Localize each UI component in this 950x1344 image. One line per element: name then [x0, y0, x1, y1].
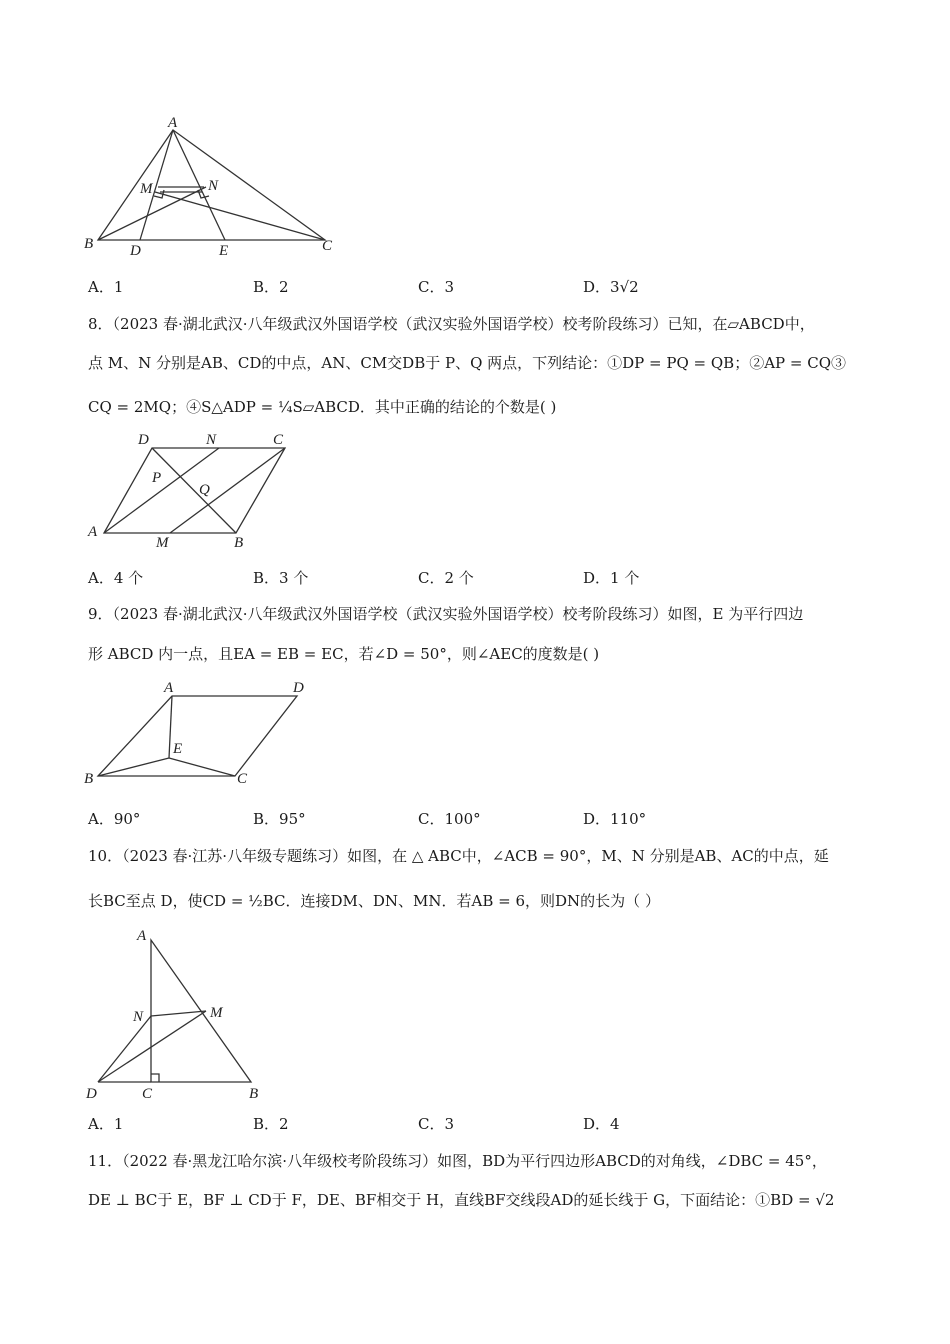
- q7-label-d: D: [130, 243, 141, 259]
- q10-figure: [80, 922, 280, 1104]
- q8-stem-line3: CQ = 2MQ；④S△ADP = ¼S▱ABCD．其中正确的结论的个数是( ): [88, 398, 557, 416]
- q9-option-d[interactable]: D．110°: [583, 810, 647, 828]
- q10-option-a[interactable]: A．1: [88, 1115, 124, 1133]
- q9-segment-ea: [169, 696, 172, 758]
- q7-label-c: C: [322, 238, 333, 254]
- q7-label-b: B: [84, 236, 94, 252]
- q10-label-m: M: [210, 1005, 223, 1021]
- q7-option-b[interactable]: B．2: [253, 278, 289, 296]
- q9-segment-ec: [169, 758, 235, 776]
- q8-option-b[interactable]: B．3 个: [253, 569, 309, 587]
- q10-label-c: C: [142, 1086, 153, 1102]
- q9-label-b: B: [84, 771, 94, 787]
- q8-label-n: N: [206, 432, 217, 448]
- q8-option-c[interactable]: C．2 个: [418, 569, 474, 587]
- q9-label-c: C: [237, 771, 248, 787]
- q11-stem-line1: 11．（2022 春·黑龙江哈尔滨·八年级校考阶段练习）如图，BD为平行四边形ABCD的对角线，∠DBC = 45°，: [88, 1152, 827, 1170]
- q9-label-a: A: [164, 680, 174, 696]
- q8-label-b: B: [234, 535, 244, 551]
- q9-figure: [80, 676, 320, 794]
- q9-option-b[interactable]: B．95°: [253, 810, 306, 828]
- q8-option-d[interactable]: D．1 个: [583, 569, 640, 587]
- q7-label-n: N: [208, 178, 219, 194]
- q10-stem-line2: 长BC至点 D，使CD = ½BC．连接DM、DN、MN．若AB = 6，则DN的长为（ ）: [88, 892, 660, 910]
- q8-segment-cm: [170, 448, 285, 533]
- q10-label-d: D: [86, 1086, 97, 1102]
- q7-option-a[interactable]: A．1: [88, 278, 124, 296]
- q9-stem-line1: 9．（2023 春·湖北武汉·八年级武汉外国语学校（武汉实验外国语学校）校考阶段练习）如图，E 为平行四边: [88, 605, 804, 623]
- q10-option-c[interactable]: C．3: [418, 1115, 455, 1133]
- q10-right-angle-c: [151, 1074, 159, 1082]
- q7-label-e: E: [219, 243, 229, 259]
- q8-label-c: C: [273, 432, 284, 448]
- q8-figure: [80, 430, 300, 555]
- q7-right-angle-m: [154, 190, 164, 198]
- q7-option-d[interactable]: D．3√2: [583, 278, 639, 296]
- q8-label-m: M: [156, 535, 169, 551]
- q10-option-b[interactable]: B．2: [253, 1115, 289, 1133]
- q9-option-a[interactable]: A．90°: [88, 810, 141, 828]
- q10-label-a: A: [137, 928, 147, 944]
- q9-label-e: E: [173, 741, 183, 757]
- q7-label-m: M: [140, 181, 153, 197]
- q8-diagonal-db: [152, 448, 236, 533]
- q7-figure: [80, 112, 350, 262]
- q8-label-q: Q: [199, 482, 210, 498]
- q8-label-a: A: [88, 524, 98, 540]
- q10-label-n: N: [133, 1009, 144, 1025]
- q10-stem-line1: 10．（2023 春·江苏·八年级专题练习）如图，在 △ ABC中，∠ACB = 90°，M、N 分别是AB、AC的中点，延: [88, 847, 829, 865]
- q9-segment-eb: [98, 758, 169, 776]
- q11-stem-line2: DE ⊥ BC于 E，BF ⊥ CD于 F，DE、BF相交于 H，直线BF交线段AD的延长线于 G，下面结论：①BD = √2: [88, 1191, 835, 1209]
- q8-option-a[interactable]: A．4 个: [88, 569, 144, 587]
- q8-stem-line2: 点 M、N 分别是AB、CD的中点，AN、CM交DB于 P、Q 两点，下列结论：①DP = PQ = QB；②AP = CQ③: [88, 354, 846, 372]
- q10-option-d[interactable]: D．4: [583, 1115, 620, 1133]
- q9-stem-line2: 形 ABCD 内一点，且EA = EB = EC，若∠D = 50°，则∠AEC的度数是( ): [88, 645, 600, 663]
- q8-label-d: D: [138, 432, 149, 448]
- q10-segment-nm: [151, 1011, 206, 1016]
- q10-label-b: B: [249, 1086, 259, 1102]
- q10-segment-dn: [98, 1016, 151, 1082]
- q7-segment-cm: [155, 192, 325, 240]
- q9-label-d: D: [293, 680, 304, 696]
- q8-label-p: P: [152, 470, 162, 486]
- q9-parallelogram-abcd: [98, 696, 297, 776]
- q7-option-c[interactable]: C．3: [418, 278, 455, 296]
- q9-option-c[interactable]: C．100°: [418, 810, 481, 828]
- q8-stem-line1: 8．（2023 春·湖北武汉·八年级武汉外国语学校（武汉实验外国语学校）校考阶段练习）已知，在▱ABCD中，: [88, 315, 815, 333]
- q10-segment-dm: [98, 1011, 206, 1082]
- q7-label-a: A: [168, 115, 178, 131]
